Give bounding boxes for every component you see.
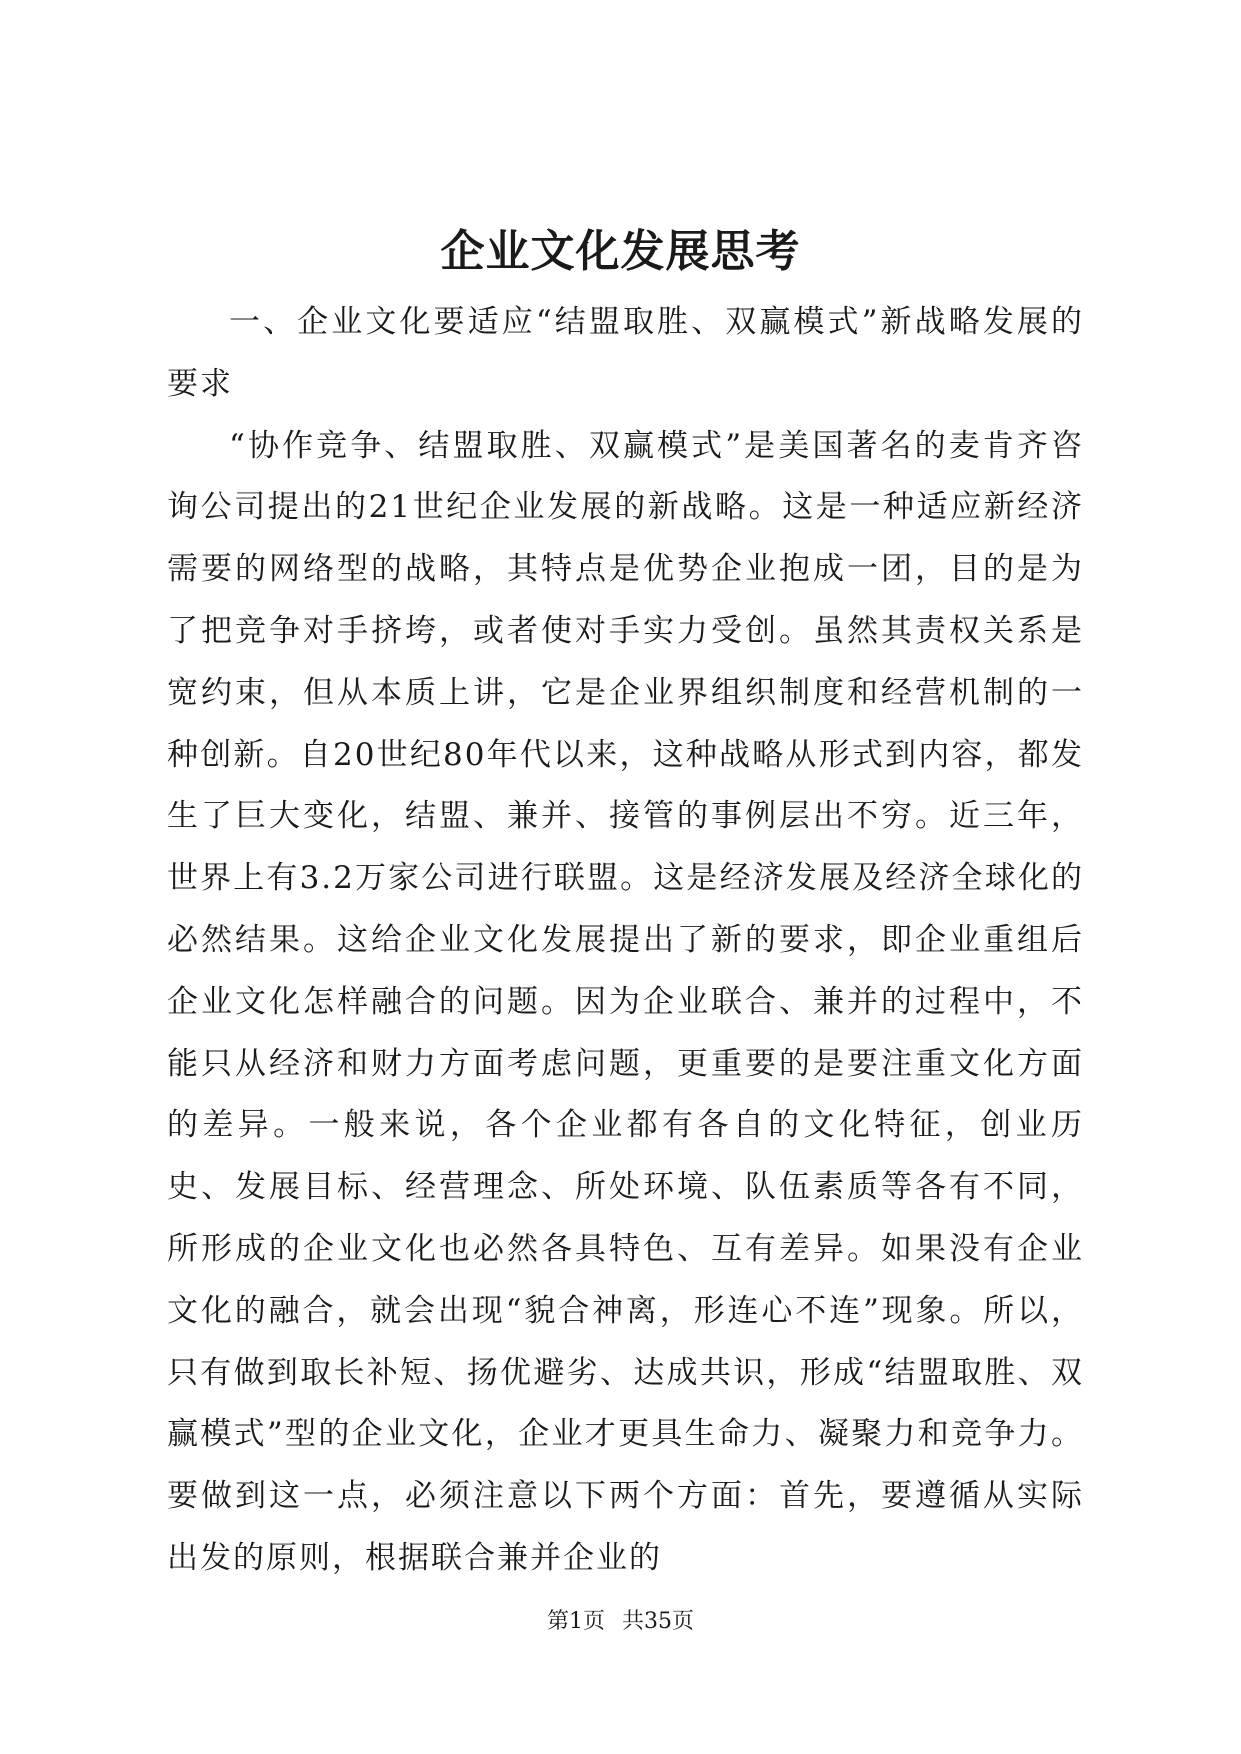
body-paragraph: “协作竞争、结盟取胜、双赢模式”是美国著名的麦肯齐咨询公司提出的21世纪企业发展的新战略。这是一种适应新经济需要的网络型的战略，其特点是优势企业抱成一团，目的是为了把竞争对手挤垮，或者使对手实力受创。虽然其责权关系是宽约束，但从本质上讲，它是企业界组织制度和经营机制的一种创新。自20世纪80年代以来，这种战略从形式到内容，都发生了巨大变化，结盟、兼并、接管的事例层出不穷。近三年，世界上有3.2万家公司进行联盟。这是经济发展及经济全球化的必然结果。这给企业文化发展提出了新的要求，即企业重组后企业文化怎样融合的问题。因为企业联合、兼并的过程中，不能只从经济和财力方面考虑问题，更重要的是要注重文化方面的差异。一般来说，各个企业都有各自的文化特征，创业历史、发展目标、经营理念、所处环境、队伍素质等各有不同，所形成的企业文化也必然各具特色、互有差异。如果没有企业文化的融合，就会出现“貌合神离，形连心不连”现象。所以，只有做到取长补短、扬优避劣、达成共识，形成“结盟取胜、双赢模式”型的企业文化，企业才更具生命力、凝聚力和竞争力。要做到这一点，必须注意以下两个方面：首先，要遵循从实际出发的原则，根据联合兼并企业的 [167, 427, 1084, 1576]
document-title: 企业文化发展思考 [440, 226, 801, 277]
page-number: 第1页 [547, 1609, 605, 1634]
section-heading: 一、企业文化要适应“结盟取胜、双赢模式”新战略发展的要求 [167, 304, 1084, 402]
page-footer [0, 1607, 1241, 1637]
page-total: 共35页 [622, 1609, 694, 1634]
document-body [167, 292, 1084, 1590]
